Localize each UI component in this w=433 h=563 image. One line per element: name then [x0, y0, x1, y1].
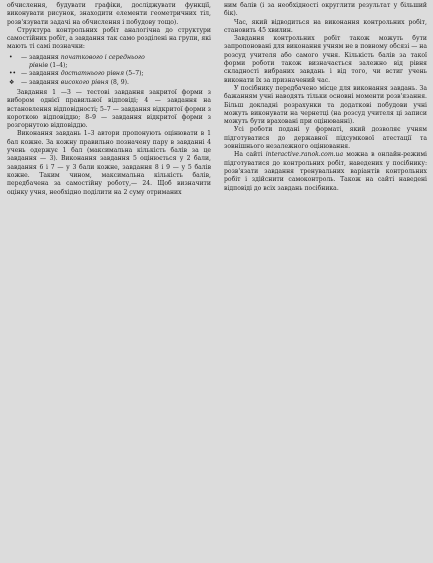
legend-prefix: — завдання [21, 78, 61, 86]
level-legend [7, 54, 211, 87]
paragraph-time: Час, який відводиться на виконання контрольних робіт, становить 45 хвилин. [224, 18, 427, 34]
single-dot-icon: • [9, 53, 13, 61]
website-link[interactable]: interactive.ranok.com.ua [265, 151, 344, 159]
paragraph-scoring: Виконання завдань 1–3 автори пропонують оцінювати в 1 бал кожне. За кожну правильно позначену пару в завданні 4 учень одержує 1 бал (максимальна кількість балів за це завдання — 3). Виконання завдання 5 оцінюється у 2 бали, завдання 6 і 7 — у 3 бали кожне, завдання 8 і 9 — у 5 балів кожне. Таким чином, максимальна кількість балів, передбачена за самостійну роботу,— 24. Щоб визначити оцінку учня, необхідно поділити на 2 суму отриманих [7, 130, 211, 196]
paragraph-rounding: ним балів (і за необхідності округлити результат у більший бік). [224, 2, 427, 18]
legend-level-name: високого рівня [60, 78, 109, 86]
paragraph-calculations: обчислення, будувати графіки, досліджувати функції, виконувати рисунок, знаходити елементи геометричних тіл, розв'язувати задачі на обчислення і побудову тощо). [7, 2, 211, 26]
left-column [7, 2, 211, 197]
legend-item-high [7, 79, 211, 87]
legend-level-name: початкового і середнього [60, 53, 145, 61]
legend-range: (5–7); [123, 70, 144, 78]
legend-level-name: достатнього рівня [60, 70, 124, 78]
paragraph-format: Усі роботи подані у форматі, який дозволяє учням підготуватися до державної підсумкової атестації та зовнішнього незалежного оцінювання. [224, 126, 427, 151]
legend-item-initial-medium-cont [7, 62, 211, 70]
legend-prefix: — завдання [21, 53, 61, 61]
legend-item-sufficient [7, 70, 211, 78]
paragraph-partial-tasks: Завдання контрольних робіт також можуть бути запропоновані для виконання учням не в повному обсязі — на розсуд учителя або самого учня. Кількість балів за такої форми роботи також визначається залежно від рівня складності вибраних завдань і від того, чи встиг учень виконати їх за призначений час. [224, 35, 427, 84]
legend-range: (1–4); [47, 62, 68, 70]
legend-range: (8, 9). [108, 78, 129, 86]
double-dot-icon: •• [9, 70, 17, 78]
right-column [224, 2, 427, 193]
legend-prefix: — завдання [21, 70, 61, 78]
paragraph-workspace: У посібнику передбачено місце для виконання завдань. За бажанням учні наводять тільки основні моменти розв'язання. Більш докладні розрахунки та додаткові побудови учні можуть виконувати на чернетці (на розсуд учителя ці записи можуть бути враховані при оцінюванні). [224, 84, 427, 126]
legend-item-initial-medium [7, 54, 211, 62]
paragraph-website: На сайті interactive.ranok.com.ua можна в онлайн-режимі підготуватися до контрольних робіт, наведених у посібнику: розв'язати завдання тренувальних варіантів контрольних робіт і здійснити самоконтроль. Також на сайті наведені відповіді до всіх завдань посібника. [224, 151, 428, 192]
diamond-icon: ❖ [9, 78, 15, 86]
paragraph-structure: Структура контрольних робіт аналогічна до структури самостійних робіт, а завдання так само розділені на групи, які мають ті самі позначки: [7, 26, 211, 51]
legend-level-name-cont: рівнів [29, 62, 48, 70]
paragraph-task-types: Завдання 1 —3 — тестові завдання закритої форми з вибором однієї правильної відповіді; 4 — завдання на встановлення відповідності; 5–7 — завдання відкритої форми з короткою відповіддю; 8–9 — завдання відкритої форми з розгорнутою відповіддю. [7, 88, 211, 130]
